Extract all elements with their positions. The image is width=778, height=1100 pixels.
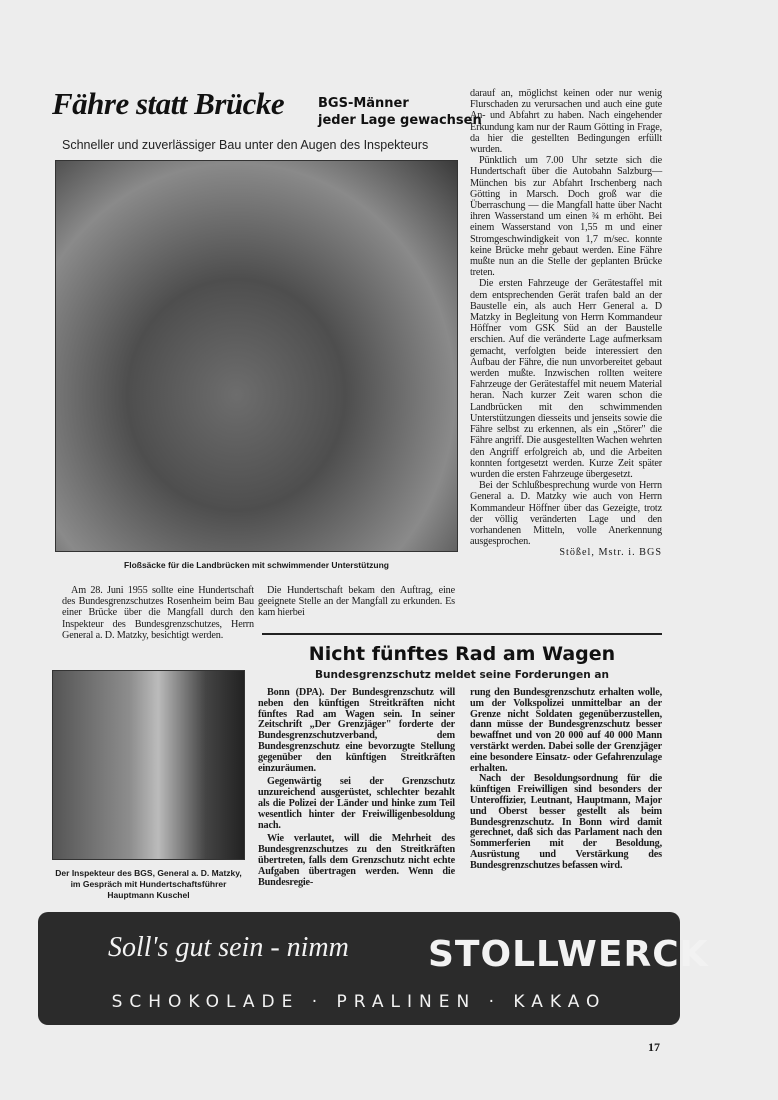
article1-col2 (258, 585, 455, 619)
photo2-caption: Der Inspekteur des BGS, General a. D. Matzky, im Gespräch mit Hundertschaftsführer Hauptmann Kuschel (55, 868, 242, 900)
article1-col1 (62, 585, 254, 641)
stollwerck-advertisement (38, 912, 709, 1025)
paragraph: rung den Bundesgrenzschutz erhalten wolle, um der Volkspolizei unmittelbar an der Grenze nicht Soldaten gegenüberzustellen, dann müsse der Bundesgrenzschutz besser bewaffnet und von 20 000 auf 40 000 Mann verstärkt werden. Dabei solle der Grenzjäger eine besondere Einsatz- oder Gefahrenzulage erhalten. (470, 687, 662, 774)
paragraph: Wie verlautet, will die Mehrheit des Bundesgrenzschutzes zu den Streitkräften übertreten, falls dem Grenzschutz nicht echte Aufgaben übertragen werden. Wenn die Bundesregie- (258, 833, 455, 888)
article1-col3 (470, 88, 662, 559)
paragraph: Gegenwärtig sei der Grenzschutz unzureichend ausgerüstet, schlechter bezahlt als die Polizei der Länder und hinke zum Teil wesentlich hinter der Freiwilligenbesoldung nach. (258, 776, 455, 831)
article2-col2 (470, 688, 662, 872)
signature: Stößel, Mstr. i. BGS (559, 547, 662, 559)
headline: Fähre statt Brücke (52, 86, 285, 121)
stollwerck-logo: STOLLWERCK (428, 934, 709, 975)
paragraph: Bonn (DPA). Der Bundesgrenzschutz will neben den künftigen Streitkräften nicht fünftes Rad am Wagen sein. In seiner Zeitschrift „Der Grenzjäger" forderte der Bundesgrenzschutzverband, dem Bundesgrenzschutz eine bevorzugte Stellung gegenüber den künftigen Streitkräften einzuräumen. (258, 687, 455, 774)
article2-title: Nicht fünftes Rad am Wagen (308, 643, 616, 665)
photo1-caption: Floßsäcke für die Landbrücken mit schwimmender Unterstützung (124, 560, 389, 570)
kicker (318, 95, 482, 129)
paragraph: Nach der Besoldungsordnung für die künftigen Freiwilligen sind besonders der Unteroffizier, Leutnant, Hauptmann, Major und Oberst besser gestellt als beim Bundesgrenzschutz. In Bonn wird damit gerechnet, daß sich das Parlament nach den Sommerferien mit der Besoldung, Ausrüstung und Verstärkung des Bundesgrenzschutzes befassen wird. (470, 773, 662, 871)
paragraph: Bei der Schlußbesprechung wurde von Herrn General a. D. Matzky wie auch von Herrn Kommandeur Höffner über das Gezeigte, trotz der völlig veränderten Lage und den vorhandenen Mitteln, volle Anerkennung ausgesprochen. (470, 480, 662, 548)
inspector-photo (52, 670, 245, 860)
subtitle: Schneller und zuverlässiger Bau unter den Augen des Inspekteurs (62, 138, 429, 152)
paragraph: Die ersten Fahrzeuge der Gerätestaffel mit dem entsprechenden Gerät trafen bald an der Baustelle ein, als auch Herr General a. D Matzky in Begleitung von Herrn Kommandeur Höffner vom GSK Süd an der Baustelle erschien. Auf die veränderte Lage aufmerksam gemacht, verfolgten beide interessiert den Aufbau der Fähre, die nun unvorbereitet gebaut werden mußte. Inzwischen rollten weitere Fahrzeuge der Gerätestaffel mit neuem Material heran. Nach kurzer Zeit waren schon die Landbrücken mit den schwimmenden Unterstützungen diesseits und jenseits sowie die Fähre selbst zu erkennen, als ein „Störer" die Fähre angriff. Die ausgestellten Wachen wehrten den Angriff erfolgreich ab, und die Arbeiten konnten fortgesetzt werden. Kurze Zeit später wurden die ersten Fahrzeuge übergesetzt. (470, 278, 662, 480)
ferry-construction-photo (55, 160, 458, 552)
ad-slogan: Soll's gut sein - nimm (108, 932, 349, 963)
paragraph: darauf an, möglichst keinen oder nur wenig Flurschaden zu verursachen und auch eine gute An- und Abfahrt zu haben. Nach eingehender Erkundung kam nur der Raum Götting in Frage, da hier die gestellten Bedingungen erfüllt wurden. (470, 88, 662, 156)
article2-subtitle: Bundesgrenzschutz meldet seine Forderungen an (315, 669, 609, 681)
paragraph: Pünktlich um 7.00 Uhr setzte sich die Hundertschaft über die Autobahn Salzburg—München bis zur Abfahrt Irschenberg nach Götting in Marsch. Doch groß war die Überraschung — die Mangfall hatte über Nacht ihren Wasserstand um einen ¾ m erhöht. Bei einem Wasserstand von 1,55 m und einer Stromgeschwindigkeit von 1,7 m/sec. konnte keine Brücke mehr gebaut werden. Eine Fähre mußte nun an die Stelle der geplanten Brücke treten. (470, 155, 662, 279)
paragraph: Die Hundertschaft bekam den Auftrag, eine geeignete Stelle an der Mangfall zu erkunden. Es kam hierbei (258, 585, 455, 619)
paragraph: Am 28. Juni 1955 sollte eine Hundertschaft des Bundesgrenzschutzes Rosenheim beim Bau einer Brücke über die Mangfall durch den Inspekteur des Bundesgrenzschutzes, Herrn General a. D. Matzky, besichtigt werden. (62, 585, 254, 641)
kicker-line: BGS-Männer (318, 96, 409, 111)
divider (262, 633, 662, 635)
page-number: 17 (648, 1040, 660, 1054)
kicker-line: jeder Lage gewachsen (318, 113, 482, 128)
article2-col1 (258, 688, 455, 888)
ad-products: SCHOKOLADE · PRALINEN · KAKAO (111, 992, 607, 1012)
